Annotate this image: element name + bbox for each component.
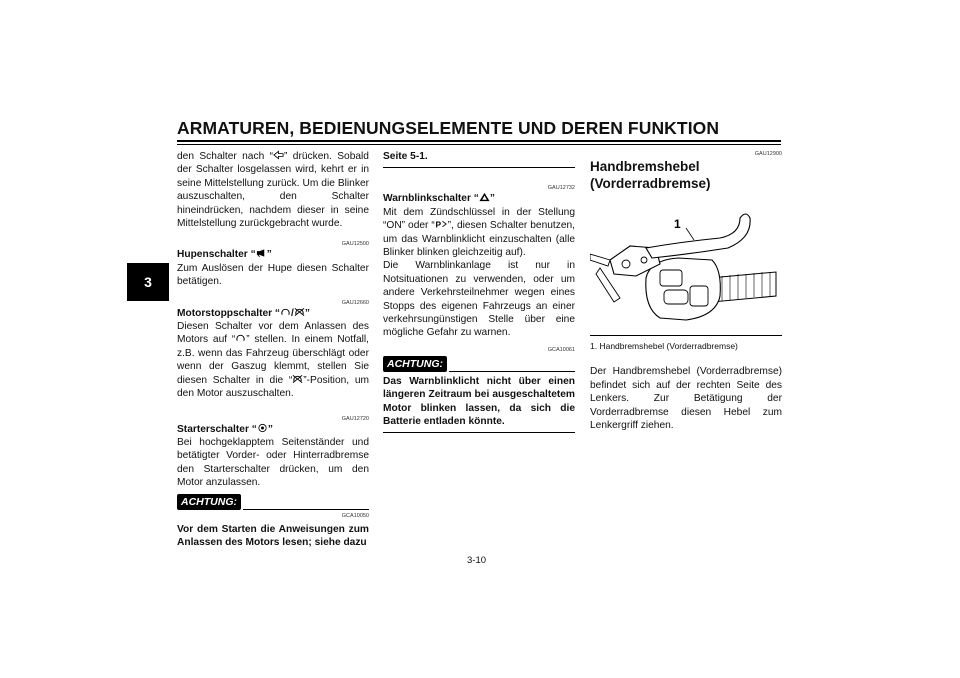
chapter-tab: 3: [127, 263, 169, 301]
code-gau12720: GAU12720: [341, 415, 369, 422]
engine-run-icon: [235, 333, 246, 343]
brake-lever-figure: [590, 198, 778, 333]
code-gau12660: GAU12660: [341, 299, 369, 306]
front-brake-text: Der Handbremshebel (Vorderradbremse) befindet sich auf der rechten Seite des Lenkers. Zur Betätigung der Vorderradbremse diesen Hebel zum Lenkergriff ziehen.: [590, 366, 782, 432]
engine-stop-icon: [294, 307, 305, 317]
starter-switch-text: Bei hochgeklapptem Seitenständer und betätigter Vorder- oder Hinterradbremse den Starterschalter drücken, um den Motor anzulassen.: [177, 436, 369, 489]
code-gca10050: GCA10050: [341, 512, 369, 519]
turn-left-icon: [273, 150, 284, 160]
engine-stop-heading: Motorstoppschalter “ / ”: [177, 307, 310, 319]
column-3: [590, 150, 782, 432]
title-rule: [177, 140, 781, 142]
code-gau12900: GAU12900: [754, 151, 782, 157]
engine-stop-icon: [292, 374, 303, 384]
achtung-line: [243, 508, 369, 510]
parking-icon: [435, 219, 448, 229]
continued-reference: Seite 5-1.: [383, 150, 575, 168]
horn-switch-heading: Hupenschalter “ ”: [177, 249, 272, 261]
hazard-text-1: Mit dem Zündschlüssel in der Stellung “ON” oder “ P ”, diesen Schalter benutzen, um das Warnblinklicht einzuschalten (alle Blinker blinken gleichzeitig auf).: [383, 206, 575, 259]
figure-callout-1: 1: [674, 217, 681, 231]
starter-switch-heading: Starterschalter “ ”: [177, 423, 273, 435]
achtung-label: ACHTUNG:: [177, 494, 241, 510]
achtung-line: [449, 370, 575, 372]
brake-lever-illustration: [590, 198, 778, 333]
page-title: ARMATUREN, BEDIENUNGSELEMENTE UND DEREN FUNKTION: [177, 118, 720, 138]
horn-switch-text: Zum Auslösen der Hupe diesen Schalter betätigen.: [177, 262, 369, 288]
title-rule-thin: [177, 144, 781, 145]
turn-signal-text: den Schalter nach “ ” drücken. Sobald der Schalter losgelassen wird, kehrt er in seine Mittelstellung zurück. Um die Blinker auszuschalten, den Schalter hineindrücken, nachdem dieser in seine Mittelstellung zurückgebracht wurde.: [177, 151, 369, 230]
achtung-label: ACHTUNG:: [383, 356, 447, 372]
column-1: [177, 150, 369, 549]
page-number: 3-10: [467, 555, 487, 566]
horn-icon: [256, 248, 267, 258]
front-brake-heading: Handbremshebel (Vorderradbremse): [590, 159, 711, 191]
achtung-text: Das Warnblinklicht nicht über einen längeren Zeitraum bei ausgeschaltetem Motor blinken lassen, da sich die Batterie entladen könnte.: [383, 375, 575, 433]
code-gau12500: GAU12500: [341, 241, 369, 248]
code-gau12732: GAU12732: [547, 185, 575, 192]
svg-text:P: P: [435, 219, 441, 230]
column-2: [383, 150, 575, 433]
hazard-icon: [479, 192, 490, 202]
achtung-text: Vor dem Starten die Anweisungen zum Anlassen des Motors lesen; siehe dazu: [177, 523, 369, 548]
hazard-text-2: Die Warnblinkanlage ist nur in Notsituationen zu verwenden, oder um andere Verkehrsteilnehmer wegen eines Stopps des eigenen Fahrzeugs an einer verkehrsungünstigen Stelle über eine mögliche Gefahr zu warnen.: [383, 260, 575, 339]
starter-icon: [257, 423, 268, 433]
engine-run-icon: [280, 307, 291, 317]
achtung-banner: [177, 494, 369, 510]
code-gca10061: GCA10061: [547, 346, 575, 353]
engine-stop-text: Diesen Schalter vor dem Anlassen des Motors auf “ ” stellen. In einem Notfall, z.B. wenn das Fahrzeug überschlägt oder wenn der Gaszug klemmt, stellen Sie diesen Schalter in die “ ”-Position, um den Motor auszuschalten.: [177, 321, 369, 400]
figure-caption: 1. Handbremshebel (Vorderradbremse): [590, 335, 782, 353]
achtung-banner: [383, 356, 575, 372]
hazard-switch-heading: Warnblinkschalter “ ”: [383, 193, 495, 205]
